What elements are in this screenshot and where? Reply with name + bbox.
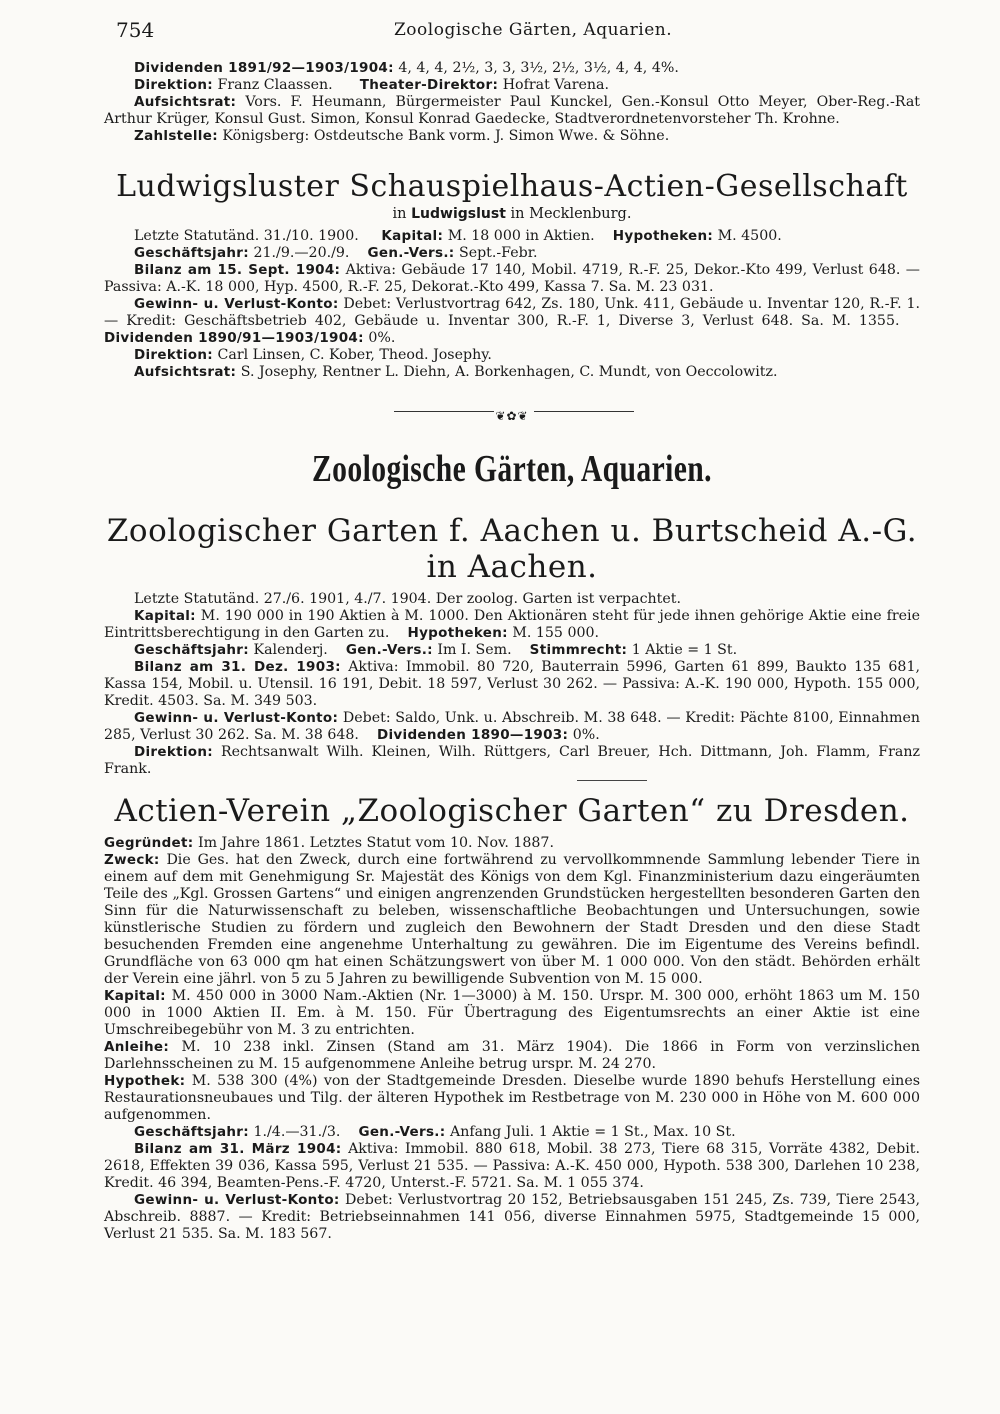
entry-label: Gewinn- u. Verlust-Konto: [134, 296, 339, 312]
entry-label: Anleihe: [104, 1039, 170, 1055]
entry-text: Sept.-Febr. [458, 245, 538, 261]
entry-label: Hypotheken: [407, 625, 508, 641]
top-entry [104, 60, 920, 145]
entry-text: Anfang Juli. 1 Aktie = 1 St., Max. 10 St. [449, 1124, 736, 1140]
entry-text: Hofrat Varena. [502, 77, 609, 93]
page-header [104, 14, 920, 46]
divider-line-right [534, 411, 634, 412]
entry-paragraph [104, 1192, 920, 1243]
entry-text: Im I. Sem. [437, 642, 512, 658]
entry-label: Direktion: [134, 744, 213, 760]
aachen-entry [104, 513, 920, 781]
entry-text: Carl Linsen, C. Kober, Theod. Josephy. [217, 347, 492, 363]
entry-label: Gewinn- u. Verlust-Konto: [134, 710, 339, 726]
entry-text: Aktiva: Immobil. 880 618, Mobil. 38 273, Tiere 68 315, Vorräte 4382, Debit. 2618, Effekten 39 036, Kassa 595, Verlust 21 535. — Passiva: A.-K. 450 000, Hypoth. 538 300, Darlehen 10 238, Kredit. 46 394, Beamten-Pens.-F. 4720, Unterst.-F. 5721. Sa. M. 1 055 374. [104, 1141, 921, 1191]
entry-label: Aufsichtsrat: [134, 364, 237, 380]
entry-label: Dividenden 1890/91—1903/1904: [104, 330, 364, 346]
subtitle-pre: in [392, 206, 407, 222]
entry-paragraph [104, 835, 920, 852]
entry-text: Die Ges. hat den Zweck, durch eine fortwährend zu vervollkommnende Sammlung lebender Tiere in einem auf dem mit Genehmigung Sr. Majestät des Königs von dem Kgl. Finanzministerium dazu eingeräumten Teile des „Kgl. Grossen Gartens“ und einigen angrenzenden Grundstücken hergestellten besonderen Garten den Sinn für die Naturwissenschaft zu beleben, wissenschaftliche Beobachtungen und Untersuchungen, sowie künstlerische Studien zu fördern und zugleich den Bewohnern der Stadt Dresden und den diese Stadt besuchenden Fremden eine angenehme Unterhaltung zu gewähren. Die im Eigentume des Vereins befindl. Grundfläche von 63 000 qm hat einen Schätzungswert von über M. 1 000 000. Von den städt. Behörden erhält der Verein eine jährl. von 5 zu 5 Jahren zu bewilligende Subvention von M. 15 000. [104, 852, 920, 987]
entry-label: Bilanz am 31. März 1904: [134, 1141, 342, 1157]
section-title: Zoologische Gärten, Aquarien. [312, 448, 712, 490]
entry-label: Gen.-Vers.: [358, 1124, 446, 1140]
entry-text: M. 10 238 inkl. Zinsen (Stand am 31. März 1904). Die 1866 in Form von verzinslichen Darlehnsscheinen zu M. 15 aufgenommene Anleihe betrug urspr. M. 24 270. [104, 1039, 920, 1072]
entry-paragraph [104, 608, 920, 642]
entry-title: Actien-Verein „Zoologischer Garten“ zu Dresden. [114, 793, 910, 829]
entry-label: Dividenden 1890—1903: [377, 727, 569, 743]
entry-text: Rechtsanwalt Wilh. Kleinen, Wilh. Rüttgers, Carl Breuer, Hch. Dittmann, Joh. Flamm, Franz Frank. [104, 744, 920, 777]
entry-text: S. Josephy, Rentner L. Diehn, A. Borkenhagen, C. Mundt, von Oeccolowitz. [240, 364, 778, 380]
entry-paragraph [104, 347, 920, 364]
entry-text: Franz Claassen. [217, 77, 333, 93]
entry-label: Gen.-Vers.: [367, 245, 455, 261]
entry-text: Im Jahre 1861. Letztes Statut vom 10. Nov. 1887. [197, 835, 554, 851]
entry-paragraph [104, 228, 920, 245]
ludwigslust-entry [104, 169, 920, 381]
entry-text: 0%. [572, 727, 600, 743]
entry-paragraph [104, 364, 920, 381]
entry-label: Direktion: [134, 77, 213, 93]
ornament-divider [104, 405, 920, 423]
entry-text: M. 190 000 in 190 Aktien à M. 1000. Den Aktionären steht für jede ihnen gehörige Aktie eine freie Eintrittsberechtigung in den Garten zu. [104, 608, 920, 641]
entry-label: Geschäftsjahr: [134, 642, 249, 658]
entry-paragraph [104, 1073, 920, 1124]
entry-paragraph [104, 1039, 920, 1073]
entry-label: Zweck: [104, 852, 160, 868]
dresden-entry [104, 793, 920, 1243]
entry-text: Aktiva: Gebäude 17 140, Mobil. 4719, R.-F. 25, Dekor.-Kto 499, Verlust 648. — Passiva: A.-K. 18 000, Hyp. 4500, R.-F. 25, Dekorat.-Kto 499, Kassa 7. Sa. M. 23 031. [104, 262, 920, 295]
entry-label: Hypothek: [104, 1073, 186, 1089]
entry-paragraph [104, 659, 920, 710]
entry-label: Zahlstelle: [134, 128, 218, 144]
entry-label: Kapital: [381, 228, 444, 244]
divider-line-left [394, 411, 494, 412]
entry-text: M. 18 000 in Aktien. [447, 228, 595, 244]
entry-text: Aktiva: Immobil. 80 720, Bauterrain 5996, Garten 61 899, Baukto 135 681, Kassa 154, Mobil. u. Utensil. 16 191, Debit. 18 597, Verlust 30 262. — Passiva: A.-K. 190 000, Hypoth. 155 000, Kredit. 4503. Sa. M. 349 503. [104, 659, 920, 709]
entry-paragraph [104, 245, 920, 262]
entry-label: Theater-Direktor: [359, 77, 499, 93]
page-number: 754 [116, 18, 155, 42]
entry-text: Kalenderj. [253, 642, 328, 658]
entry-label: Gen.-Vers.: [345, 642, 433, 658]
entry-text: Letzte Statutänd. 31./10. 1900. [134, 228, 359, 244]
ornament-icon: ❦✿❦ [495, 409, 529, 423]
entry-text: 1./4.—31./3. [253, 1124, 341, 1140]
entry-paragraph [104, 642, 920, 659]
entry-paragraph [104, 128, 920, 145]
entry-paragraph [104, 591, 920, 608]
entry-subtitle [104, 206, 920, 222]
entry-text: 21./9.—20./9. [253, 245, 350, 261]
entry-text: 1 Aktie = 1 St. [631, 642, 738, 658]
entry-paragraph [104, 1141, 920, 1192]
entry-paragraph [104, 296, 920, 347]
entry-paragraph [104, 988, 920, 1039]
entry-label: Hypotheken: [612, 228, 714, 244]
entry-label: Geschäftsjahr: [134, 1124, 249, 1140]
entry-label: Geschäftsjahr: [134, 245, 249, 261]
entry-label: Dividenden 1891/92—1903/1904: [134, 60, 394, 76]
entry-text: 4, 4, 4, 2½, 3, 3, 3½, 2½, 3½, 4, 4, 4%. [398, 60, 679, 76]
entry-text: Debet: Saldo, Unk. u. Abschreib. M. 38 648. — Kredit: Pächte 8100, Einnahmen 285, Verlust 30 262. Sa. M. 38 648. [104, 710, 921, 743]
entry-text: 0%. [368, 330, 396, 346]
entry-label: Kapital: [134, 608, 196, 624]
entry-paragraph [104, 77, 920, 94]
entry-text: Debet: Verlustvortrag 642, Zs. 180, Unk. 411, Gebäude u. Inventar 120, R.-F. 1. — Kredit: Geschäftsbetrieb 402, Gebäude u. Inventar 300, R.-F. 1, Diverse 3, Verlust 648. Sa. M. 1355. [104, 296, 921, 329]
entry-text: M. 4500. [717, 228, 782, 244]
entry-paragraph [104, 710, 920, 744]
entry-text: M. 450 000 in 3000 Nam.-Aktien (Nr. 1—3000) à M. 150. Urspr. M. 300 000, erhöht 1863 um M. 150 000 in 1000 Aktien II. Em. à M. 150. Für Übertragung des Eigentumsrechts an einer Aktie ist eine Umschreibegebühr von M. 3 zu entrichten. [104, 988, 920, 1038]
entry-text: Vors. F. Heumann, Bürgermeister Paul Kunckel, Gen.-Konsul Otto Meyer, Ober-Reg.-Rat Arthur Krüger, Konsul Gust. Simon, Konsul Konrad Gaedecke, Stadtverordnetenvorsteher Th. Krohne. [104, 94, 920, 127]
entry-paragraph [104, 262, 920, 296]
entry-title: Ludwigsluster Schauspielhaus-Actien-Gesellschaft [116, 169, 908, 204]
entry-label: Bilanz am 31. Dez. 1903: [134, 659, 341, 675]
entry-paragraph [104, 1124, 920, 1141]
entry-text: Letzte Statutänd. 27./6. 1901, 4./7. 1904. Der zoolog. Garten ist verpachtet. [134, 591, 681, 607]
short-rule [577, 780, 647, 781]
entry-label: Aufsichtsrat: [134, 94, 237, 110]
entry-label: Gewinn- u. Verlust-Konto: [134, 1192, 340, 1208]
entry-paragraph [104, 94, 920, 128]
entry-title: Zoologischer Garten f. Aachen u. Burtscheid A.-G. in Aachen. [106, 513, 918, 585]
running-title: Zoologische Gärten, Aquarien. [394, 20, 673, 40]
entry-text: Königsberg: Ostdeutsche Bank vorm. J. Simon Wwe. & Söhne. [222, 128, 670, 144]
subtitle-place: Ludwigslust [411, 206, 506, 222]
entry-label: Bilanz am 15. Sept. 1904: [134, 262, 341, 278]
entry-paragraph [104, 744, 920, 778]
entry-text: Debet: Verlustvortrag 20 152, Betriebsausgaben 151 245, Zs. 739, Tiere 2543, Abschreib. 8887. — Kredit: Betriebseinnahmen 141 056, diverse Einnahmen 5975, Stadtgemeinde 15 000, Verlust 21 535. Sa. M. 183 567. [104, 1192, 921, 1242]
subtitle-post: in Mecklenburg. [510, 206, 632, 222]
entry-label: Kapital: [104, 988, 166, 1004]
entry-label: Stimmrecht: [529, 642, 628, 658]
entry-text: M. 155 000. [512, 625, 600, 641]
entry-paragraph [104, 60, 920, 77]
entry-label: Direktion: [134, 347, 213, 363]
entry-text: M. 538 300 (4%) von der Stadtgemeinde Dresden. Dieselbe wurde 1890 behufs Herstellung eines Restaurationsneubaues und Tilg. der älteren Hypothek im Restbetrage von M. 230 000 in Höhe von M. 600 000 aufgenommen. [104, 1073, 920, 1123]
entry-label: Gegründet: [104, 835, 194, 851]
entry-paragraph [104, 852, 920, 988]
